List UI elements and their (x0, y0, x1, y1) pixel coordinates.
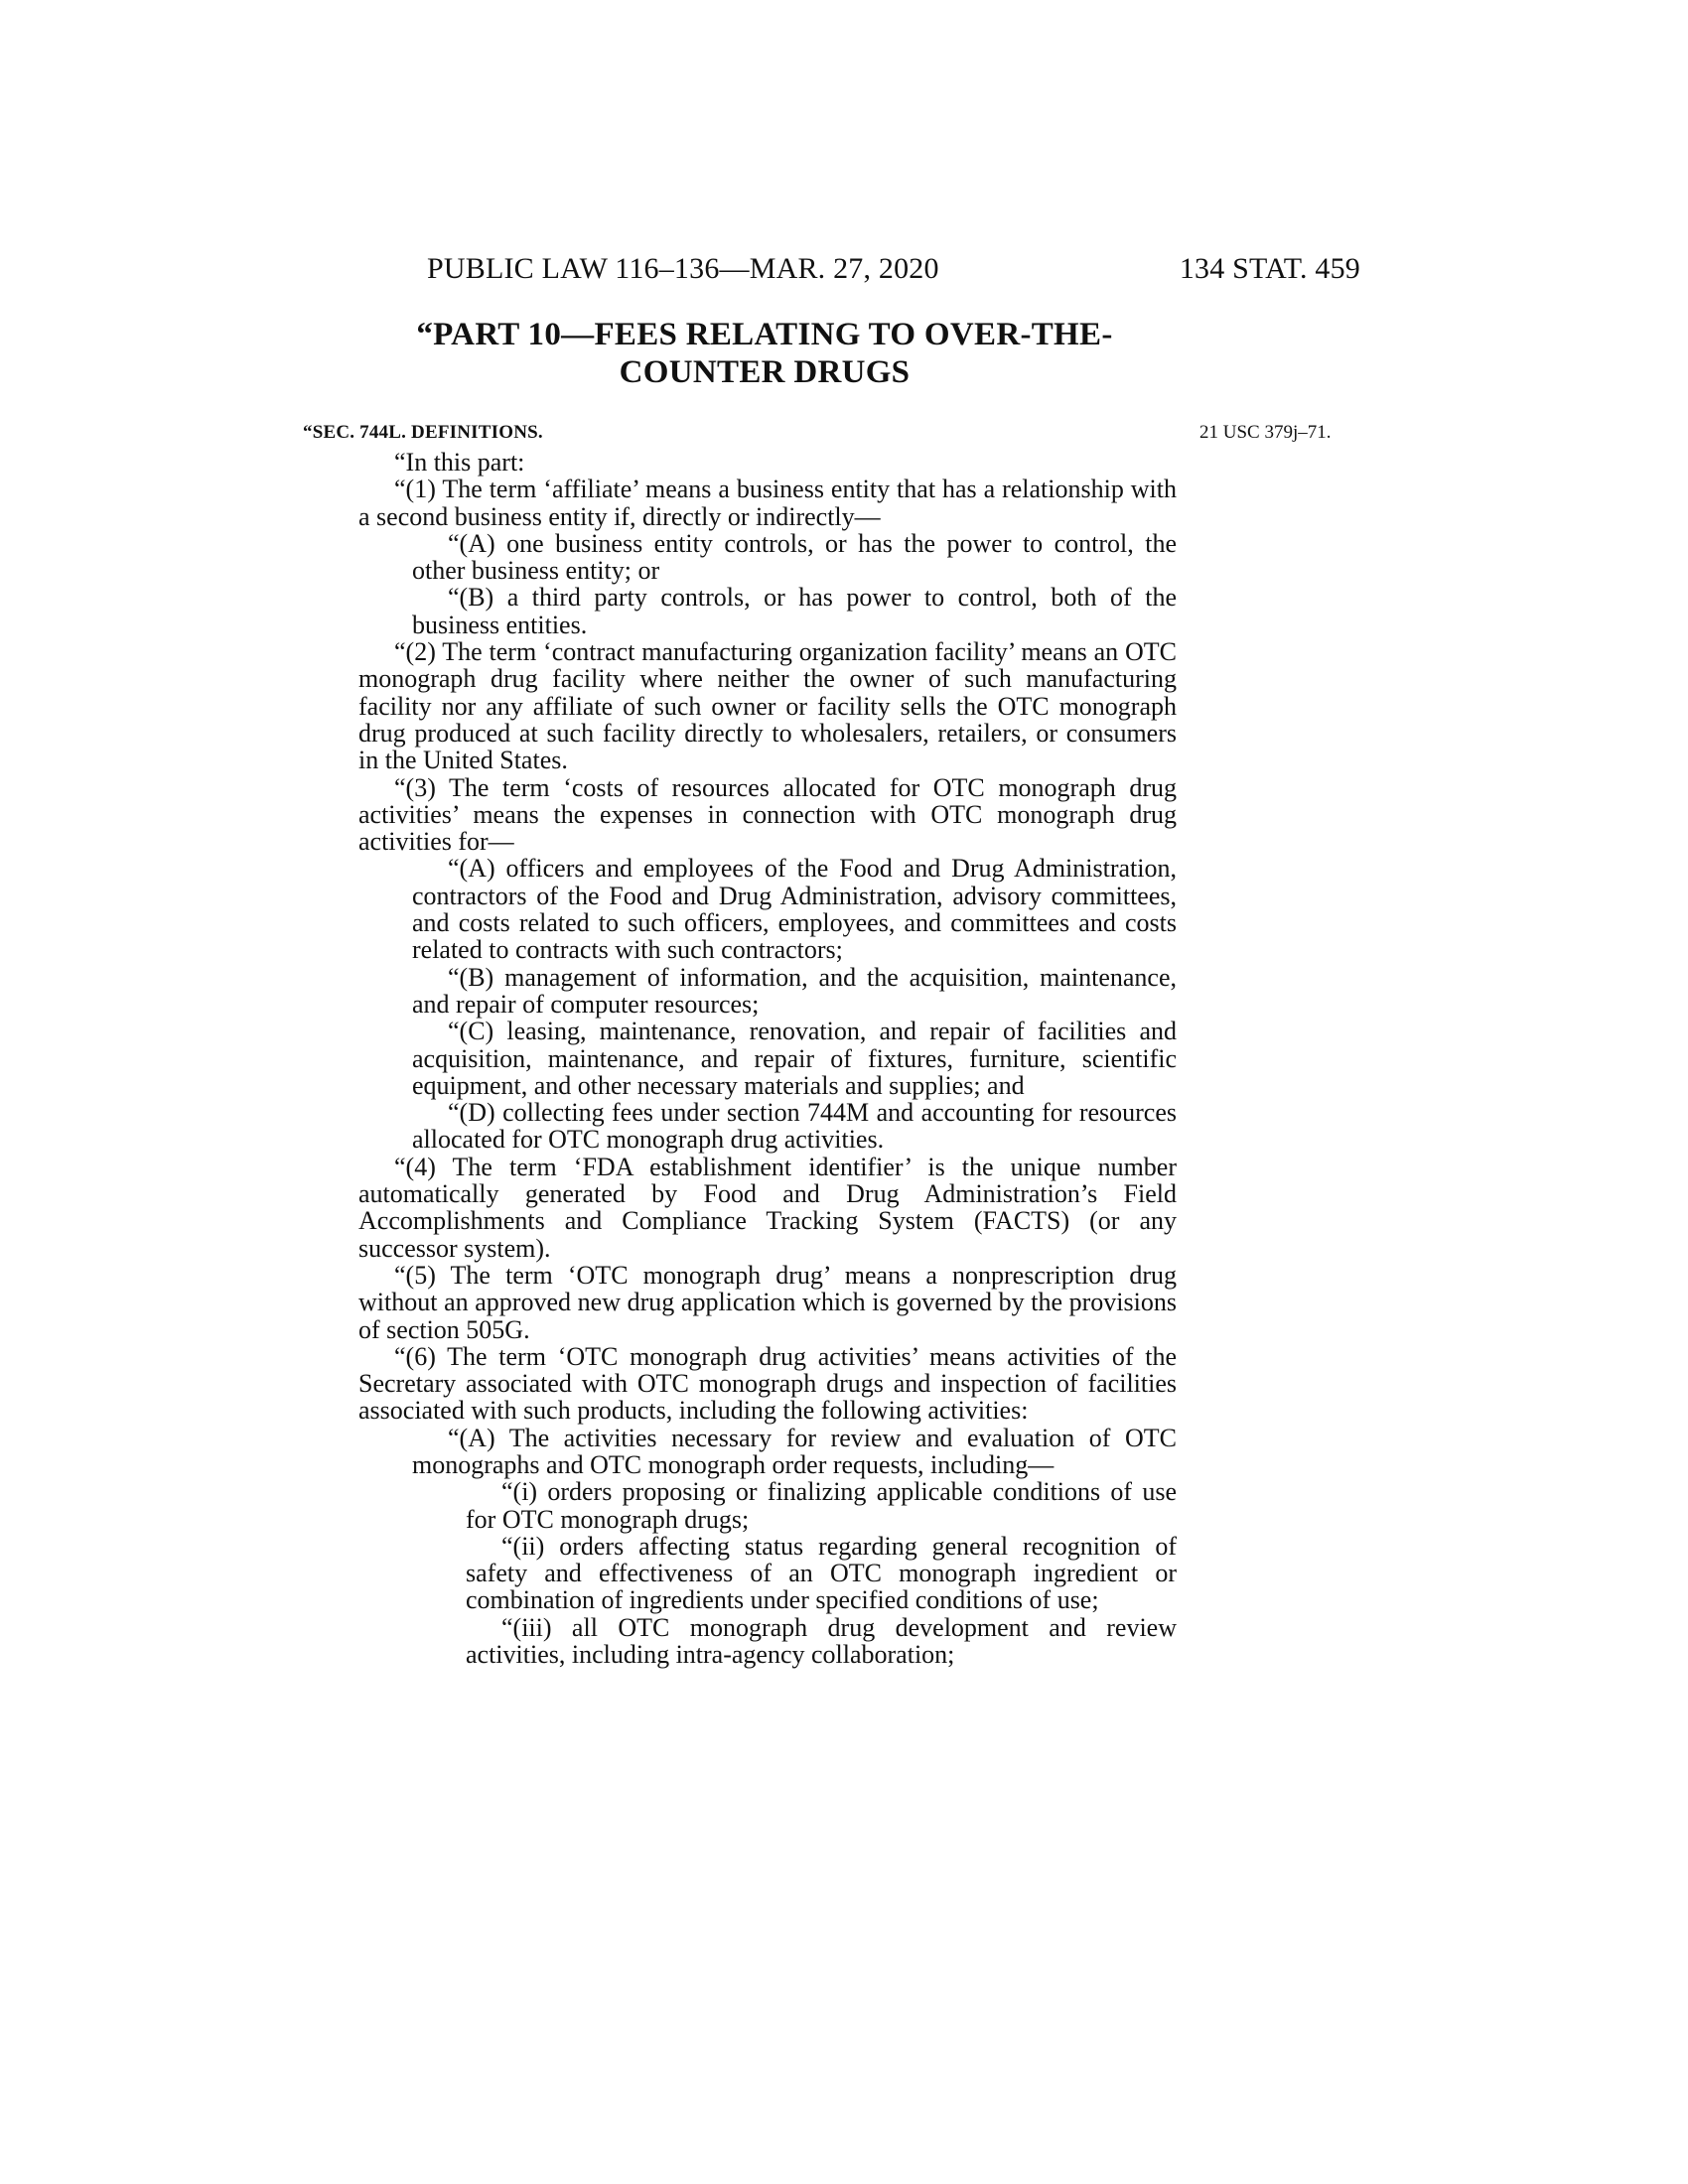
running-header (0, 252, 1688, 292)
section-heading: “SEC. 744L. DEFINITIONS. (303, 422, 543, 443)
part-title-line-1: “PART 10—FEES RELATING TO OVER-THE- (416, 317, 1113, 352)
definition-6-subparagraph-a: “(A) The activities necessary for review and evaluation of OTC monographs and OTC monograph order requests, including— (412, 1423, 1177, 1479)
definition-3-costs-of-resources: “(3) The term ‘costs of resources allocated for OTC monograph drug activities’ means the expenses in connection with OTC monograph drug activities for— (358, 772, 1177, 857)
part-title (338, 316, 1192, 391)
definition-4-fda-establishment-identifier: “(4) The term ‘FDA establishment identifier’ is the unique number automatically generated by Food and Drug Administration’s Field Accomplishments and Compliance Tracking System (FACTS) (or any successor system). (358, 1152, 1177, 1263)
definition-3-subparagraph-d: “(D) collecting fees under section 744M and accounting for resources allocated for OTC monograph drug activities. (412, 1098, 1177, 1155)
definition-1-subparagraph-a: “(A) one business entity controls, or has the power to control, the other business entity; or (412, 528, 1177, 586)
definition-2-contract-manufacturing: “(2) The term ‘contract manufacturing organization facility’ means an OTC monograph drug facility where neither the owner of such manufacturing facility nor any affiliate of such owner or facility sells the OTC monograph drug produced at such facility directly to wholesalers, retailers, or consumers in the United States. (358, 637, 1177, 775)
margin-citation: 21 USC 379j–71. (1199, 422, 1332, 443)
definition-3-subparagraph-b: “(B) management of information, and the acquisition, maintenance, and repair of computer resources; (412, 962, 1177, 1019)
running-title: PUBLIC LAW 116–136—MAR. 27, 2020 (427, 252, 939, 285)
definition-6-clause-iii: “(iii) all OTC monograph drug development and review activities, including intra-agency collaboration; (466, 1612, 1177, 1670)
definition-6-clause-i: “(i) orders proposing or finalizing applicable conditions of use for OTC monograph drugs; (466, 1477, 1177, 1534)
intro-paragraph: “In this part: (394, 448, 525, 477)
definition-1-affiliate: “(1) The term ‘affiliate’ means a business entity that has a relationship with a second business entity if, directly or indirectly— (358, 475, 1177, 531)
section-body (358, 449, 1177, 1668)
definition-6-otc-monograph-drug-activities: “(6) The term ‘OTC monograph drug activities’ means activities of the Secretary associated with OTC monograph drugs and inspection of facilities associated with such products, including the following activities: (358, 1341, 1177, 1426)
definition-6-clause-ii: “(ii) orders affecting status regarding general recognition of safety and effectiveness of an OTC monograph ingredient or combination of ingredients under specified conditions of use; (466, 1531, 1177, 1615)
definition-3-subparagraph-c: “(C) leasing, maintenance, renovation, and repair of facilities and acquisition, maintenance, and repair of fixtures, furniture, scientific equipment, and other necessary materials and supplies; and (412, 1017, 1177, 1100)
definition-5-otc-monograph-drug: “(5) The term ‘OTC monograph drug’ means a nonprescription drug without an approved new drug application which is governed by the provisions of section 505G. (358, 1260, 1177, 1344)
part-title-line-2: COUNTER DRUGS (619, 354, 911, 390)
definition-1-subparagraph-b: “(B) a third party controls, or has power to control, both of the business entities. (412, 583, 1177, 639)
definition-3-subparagraph-a: “(A) officers and employees of the Food and Drug Administration, contractors of the Food and Drug Administration, advisory committees, and costs related to such officers, employees, and committees and costs related to contracts with such contractors; (412, 854, 1177, 965)
page-number: 134 STAT. 459 (1179, 252, 1360, 285)
